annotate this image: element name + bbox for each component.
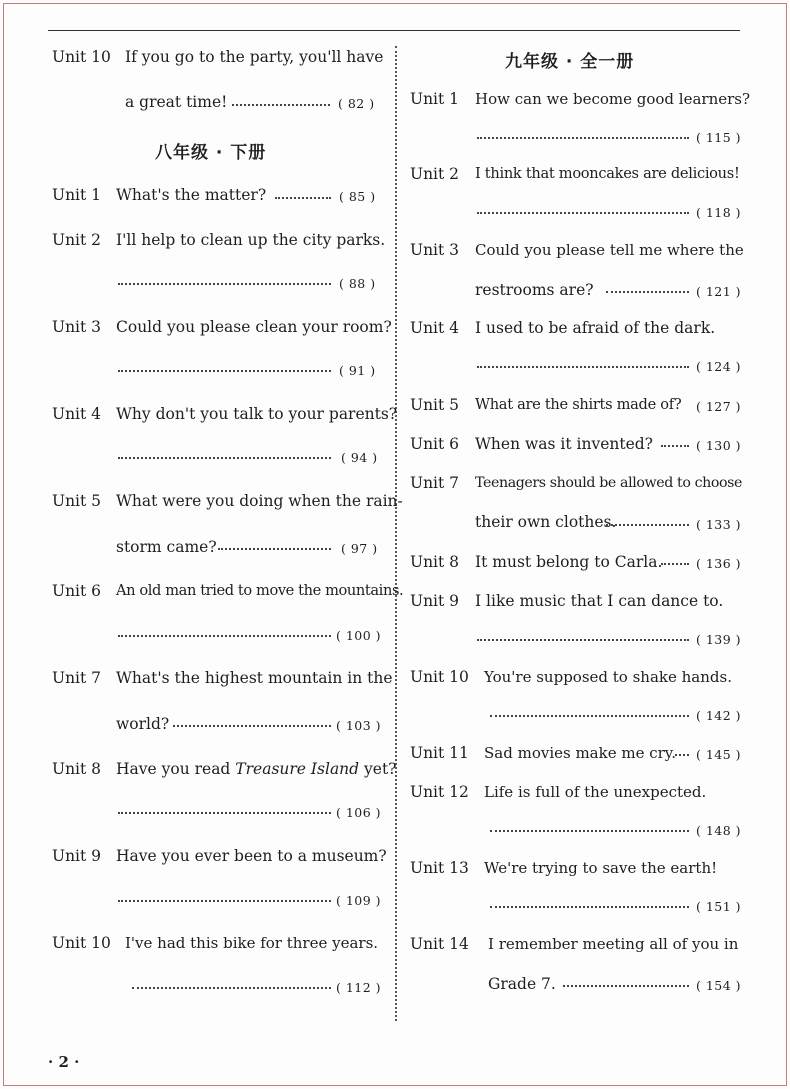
page-ref: ( 103 ) xyxy=(336,718,382,733)
page-ref: ( 100 ) xyxy=(336,628,382,643)
dot-leader xyxy=(232,104,330,106)
unit-title: You're supposed to shake hands. xyxy=(484,668,732,686)
unit-label: Unit 14 xyxy=(410,935,469,953)
page-ref: ( 139 ) xyxy=(696,632,742,647)
page-ref: ( 130 ) xyxy=(696,438,742,453)
unit-label: Unit 10 xyxy=(52,48,111,66)
unit-title: I remember meeting all of you in xyxy=(488,935,739,953)
unit-title-continued: their own clothes. xyxy=(475,513,617,531)
dot-leader xyxy=(477,366,689,368)
page-ref: ( 91 ) xyxy=(339,363,376,378)
unit-title-continued: Grade 7. xyxy=(488,975,556,993)
page-ref: ( 118 ) xyxy=(696,205,742,220)
unit-label: Unit 13 xyxy=(410,859,469,877)
top-rule xyxy=(48,30,740,31)
page-ref: ( 133 ) xyxy=(696,517,742,532)
unit-title: What's the highest mountain in the xyxy=(116,669,393,687)
dot-leader xyxy=(118,812,331,814)
dot-leader xyxy=(173,725,331,727)
dot-leader xyxy=(477,212,689,214)
dot-leader xyxy=(490,906,689,908)
unit-label: Unit 9 xyxy=(52,847,102,865)
unit-label: Unit 8 xyxy=(410,553,460,571)
unit-label: Unit 1 xyxy=(410,90,460,108)
unit-title: What's the matter? xyxy=(116,186,267,204)
unit-label: Unit 10 xyxy=(410,668,469,686)
unit-label: Unit 5 xyxy=(410,396,460,414)
page-ref: ( 151 ) xyxy=(696,899,742,914)
page-ref: ( 145 ) xyxy=(696,747,742,762)
unit-label: Unit 3 xyxy=(410,241,460,259)
page-ref: ( 142 ) xyxy=(696,708,742,723)
unit-title: I'll help to clean up the city parks. xyxy=(116,231,386,249)
dot-leader xyxy=(118,457,331,459)
page-ref: ( 112 ) xyxy=(336,980,382,995)
unit-title: Teenagers should be allowed to choose xyxy=(475,475,743,491)
unit-title: What are the shirts made of? xyxy=(475,396,682,413)
unit-title: Could you please tell me where the xyxy=(475,241,744,259)
unit-label: Unit 1 xyxy=(52,186,102,204)
unit-label: Unit 6 xyxy=(52,582,102,600)
unit-title: I think that mooncakes are delicious! xyxy=(475,165,740,182)
dot-leader xyxy=(606,291,689,293)
unit-label: Unit 3 xyxy=(52,318,102,336)
unit-title: Sad movies make me cry. xyxy=(484,744,677,762)
book-title: Treasure Island xyxy=(235,760,360,778)
unit-title: I like music that I can dance to. xyxy=(475,592,724,610)
unit-label: Unit 11 xyxy=(410,744,469,762)
dot-leader xyxy=(118,900,331,902)
unit-label: Unit 6 xyxy=(410,435,460,453)
dot-leader xyxy=(477,639,689,641)
unit-title-continued: storm came? xyxy=(116,538,217,556)
unit-title-continued: world? xyxy=(116,715,170,733)
unit-label: Unit 7 xyxy=(410,474,460,492)
unit-title-continued: a great time! xyxy=(125,93,228,111)
unit-title: Why don't you talk to your parents? xyxy=(116,405,398,423)
unit-label: Unit 8 xyxy=(52,760,102,778)
dot-leader xyxy=(477,137,689,139)
unit-title: Have you ever been to a museum? xyxy=(116,847,387,865)
dot-leader xyxy=(675,754,689,756)
unit-label: Unit 2 xyxy=(52,231,102,249)
page-ref: ( 94 ) xyxy=(341,450,378,465)
dot-leader xyxy=(490,830,689,832)
unit-label: Unit 2 xyxy=(410,165,460,183)
page-ref: ( 106 ) xyxy=(336,805,382,820)
dot-leader xyxy=(118,370,331,372)
page-ref: ( 136 ) xyxy=(696,556,742,571)
page-number: · 2 · xyxy=(48,1053,80,1071)
page-ref: ( 148 ) xyxy=(696,823,742,838)
page-ref: ( 109 ) xyxy=(336,893,382,908)
page-ref: ( 82 ) xyxy=(338,96,375,111)
unit-label: Unit 12 xyxy=(410,783,469,801)
unit-title: An old man tried to move the mountains. xyxy=(116,582,404,599)
unit-title: Have you read Treasure Island yet? xyxy=(116,760,397,778)
column-divider xyxy=(395,46,397,1021)
unit-label: Unit 9 xyxy=(410,592,460,610)
unit-title-continued: restrooms are? xyxy=(475,281,594,299)
dot-leader xyxy=(218,548,331,550)
dot-leader xyxy=(606,524,689,526)
dot-leader xyxy=(490,715,689,717)
page-ref: ( 121 ) xyxy=(696,284,742,299)
unit-label: Unit 4 xyxy=(410,319,460,337)
page-ref: ( 154 ) xyxy=(696,978,742,993)
unit-title: It must belong to Carla. xyxy=(475,553,663,571)
page-ref: ( 124 ) xyxy=(696,359,742,374)
unit-label: Unit 5 xyxy=(52,492,102,510)
page-ref: ( 127 ) xyxy=(696,399,742,414)
unit-title: If you go to the party, you'll have xyxy=(125,48,384,66)
unit-title: I used to be afraid of the dark. xyxy=(475,319,716,337)
dot-leader xyxy=(661,445,689,447)
section-heading-grade8-vol2: 八年级 · 下册 xyxy=(155,143,267,163)
unit-title: We're trying to save the earth! xyxy=(484,859,718,877)
unit-title: I've had this bike for three years. xyxy=(125,934,379,952)
page-ref: ( 115 ) xyxy=(696,130,742,145)
dot-leader xyxy=(118,283,331,285)
unit-label: Unit 4 xyxy=(52,405,102,423)
unit-title: What were you doing when the rain- xyxy=(116,492,403,510)
page-ref: ( 97 ) xyxy=(341,541,378,556)
dot-leader xyxy=(132,987,331,989)
page-ref: ( 88 ) xyxy=(339,276,376,291)
dot-leader xyxy=(275,197,331,199)
section-heading-grade9: 九年级 · 全一册 xyxy=(505,52,635,72)
unit-label: Unit 10 xyxy=(52,934,111,952)
page-ref: ( 85 ) xyxy=(339,189,376,204)
unit-title: When was it invented? xyxy=(475,435,653,453)
unit-label: Unit 7 xyxy=(52,669,102,687)
dot-leader xyxy=(563,985,689,987)
dot-leader xyxy=(661,563,689,565)
unit-title: How can we become good learners? xyxy=(475,90,751,108)
unit-title: Could you please clean your room? xyxy=(116,318,392,336)
unit-title: Life is full of the unexpected. xyxy=(484,783,707,801)
dot-leader xyxy=(118,635,331,637)
